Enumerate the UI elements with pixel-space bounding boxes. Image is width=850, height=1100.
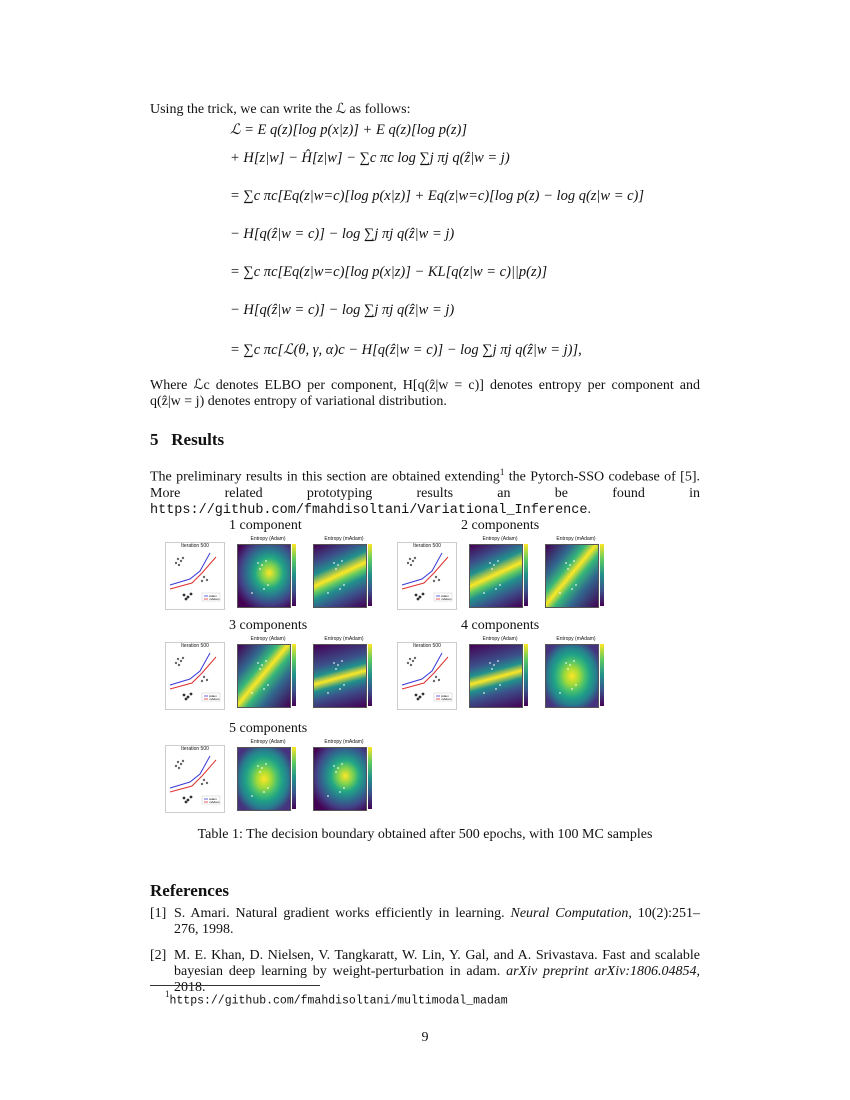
results-link[interactable]: https://github.com/fmahdisoltani/Variational_Inference [150,502,588,518]
reference-venue: Neural Computation [510,906,629,921]
svg-text:Adam: Adam [209,594,217,598]
svg-text:Adam: Adam [441,694,449,698]
colorbar [524,544,528,606]
figure-panel-group [163,721,383,816]
panel-title: Iteration 500 [181,543,209,549]
heatmap-points [314,645,366,707]
equation-line: − H[q(ẑ|w = c)] − log ∑j πj q(ẑ|w = j) [230,226,455,242]
section-heading: 5 Results [150,430,225,449]
colorbar [292,747,296,809]
panel-title: Entropy (mAdam) [324,739,364,745]
colorbar [524,644,528,706]
reference-venue: arXiv preprint arXiv:1806.04854 [506,964,697,979]
reference-text: S. Amari. Natural gradient works efficiently in learning. [174,906,511,921]
equation-line: − H[q(ẑ|w = c)] − log ∑j πj q(ẑ|w = j) [230,302,455,318]
results-text-3: . [587,501,591,517]
colorbar [600,544,604,606]
heatmap-area [313,644,367,708]
scatter-svg [398,549,456,607]
reference-rest: , 10(2):251–276, 1998. [174,906,700,937]
colorbar [368,544,372,606]
heatmap-points [314,748,366,810]
heatmap-points [314,545,366,607]
svg-text:mAdam: mAdam [209,800,220,804]
colorbar [368,644,372,706]
entropy-heatmap [233,739,303,815]
entropy-heatmap [465,536,535,612]
scatter-plot [397,642,457,710]
scatter-svg [166,549,224,607]
figure-panel-group [163,518,383,613]
colorbar [292,544,296,606]
panel-title: Entropy (Adam) [250,636,286,642]
svg-text:mAdam: mAdam [441,697,452,701]
entropy-heatmap [309,636,379,712]
page-number: 9 [421,1030,429,1045]
scatter-svg [166,752,224,810]
heatmap-points [238,545,290,607]
footnote-mark: 1 [165,989,170,999]
svg-text:Adam: Adam [209,694,217,698]
panel-title: Entropy (Adam) [250,739,286,745]
where-paragraph: Where ℒc denotes ELBO per component, H[q(ẑ|w = c)] denotes entropy per component and q(ẑ|w = j) denotes entropy of variational distribution. [150,378,700,409]
heatmap-area [237,544,291,608]
figure-panel-group [395,618,615,713]
heatmap-area [237,644,291,708]
entropy-heatmap [465,636,535,712]
panel-title: Entropy (mAdam) [324,536,364,542]
results-text-2: the Pytorch-SSO codebase of [5]. More related prototyping results an be found in [150,469,700,501]
svg-text:mAdam: mAdam [441,597,452,601]
reference-item [150,906,700,938]
heatmap-points [546,645,598,707]
entropy-heatmap [233,636,303,712]
panel-title: Entropy (Adam) [482,536,518,542]
entropy-heatmap [309,536,379,612]
colorbar [368,747,372,809]
panel-title: Entropy (mAdam) [556,536,596,542]
equation-line: = ∑c πc[ℒ(θ, γ, α)c − H[q(ẑ|w = c)] − log ∑j πj q(ẑ|w = j)], [230,342,582,358]
entropy-heatmap [233,536,303,612]
panel-title: Iteration 500 [413,543,441,549]
figure-panel-group [163,618,383,713]
entropy-heatmap [541,636,611,712]
heatmap-points [470,645,522,707]
results-paragraph [150,464,700,519]
heatmap-area [313,747,367,811]
figure-title: 4 components [461,618,540,633]
heatmap-area [313,544,367,608]
panel-title: Iteration 500 [181,643,209,649]
scatter-plot [165,542,225,610]
panel-title: Iteration 500 [181,746,209,752]
heatmap-points [546,545,598,607]
entropy-heatmap [309,739,379,815]
heatmap-area [237,747,291,811]
heatmap-area [545,544,599,608]
figure-title: 5 components [229,721,308,736]
intro-text: Using the trick, we can write the ℒ as follows: [150,102,411,117]
figure-panel-group [395,518,615,613]
figure-title: 2 components [461,518,540,533]
reference-text: M. E. Khan, D. Nielsen, V. Tangkaratt, W. Lin, Y. Gal, and A. Srivastava. Fast and scalable bayesian deep learning by weight-perturbation in adam. [174,948,700,979]
footnote-link[interactable]: https://github.com/fmahdisoltani/multimodal_madam [169,994,508,1008]
equation-line: = ∑c πc[Eq(z|w=c)[log p(x|z)] − KL[q(z|w = c)||p(z)] [230,264,548,280]
colorbar [292,644,296,706]
reference-rest: , 2018. [174,964,701,995]
reference-number: [1] [150,906,167,921]
results-text-1: The preliminary results in this section are obtained extending [150,469,500,485]
heatmap-points [238,748,290,810]
scatter-plot [165,642,225,710]
table-caption: Table 1: The decision boundary obtained after 500 epochs, with 100 MC samples [197,827,653,842]
scatter-svg [166,649,224,707]
heatmap-points [238,645,290,707]
scatter-plot [397,542,457,610]
panel-title: Entropy (mAdam) [556,636,596,642]
scatter-svg [398,649,456,707]
panel-title: Iteration 500 [413,643,441,649]
scatter-plot [165,745,225,813]
figure-title: 3 components [229,618,308,633]
references-heading: References [150,881,229,900]
svg-text:mAdam: mAdam [209,597,220,601]
colorbar [600,644,604,706]
reference-number: [2] [150,948,167,963]
equation-line: = ∑c πc[Eq(z|w=c)[log p(x|z)] + Eq(z|w=c)[log p(z) − log q(z|w = c)] [230,188,645,204]
footnote [165,989,508,1008]
svg-text:mAdam: mAdam [209,697,220,701]
svg-text:Adam: Adam [209,797,217,801]
footnote-ref[interactable]: 1 [499,467,505,477]
heatmap-area [469,644,523,708]
equation-line: ℒ = E q(z)[log p(x|z)] + E q(z)[log p(z)] [230,122,467,138]
equation-line: + H[z|w] − Ĥ[z|w] − ∑c πc log ∑j πj q(ẑ|w = j) [230,150,510,166]
panel-title: Entropy (Adam) [482,636,518,642]
figure-title: 1 component [229,518,302,533]
panel-title: Entropy (Adam) [250,536,286,542]
heatmap-points [470,545,522,607]
heatmap-area [469,544,523,608]
entropy-heatmap [541,536,611,612]
panel-title: Entropy (mAdam) [324,636,364,642]
heatmap-area [545,644,599,708]
footnote-rule [150,985,320,986]
svg-text:Adam: Adam [441,594,449,598]
